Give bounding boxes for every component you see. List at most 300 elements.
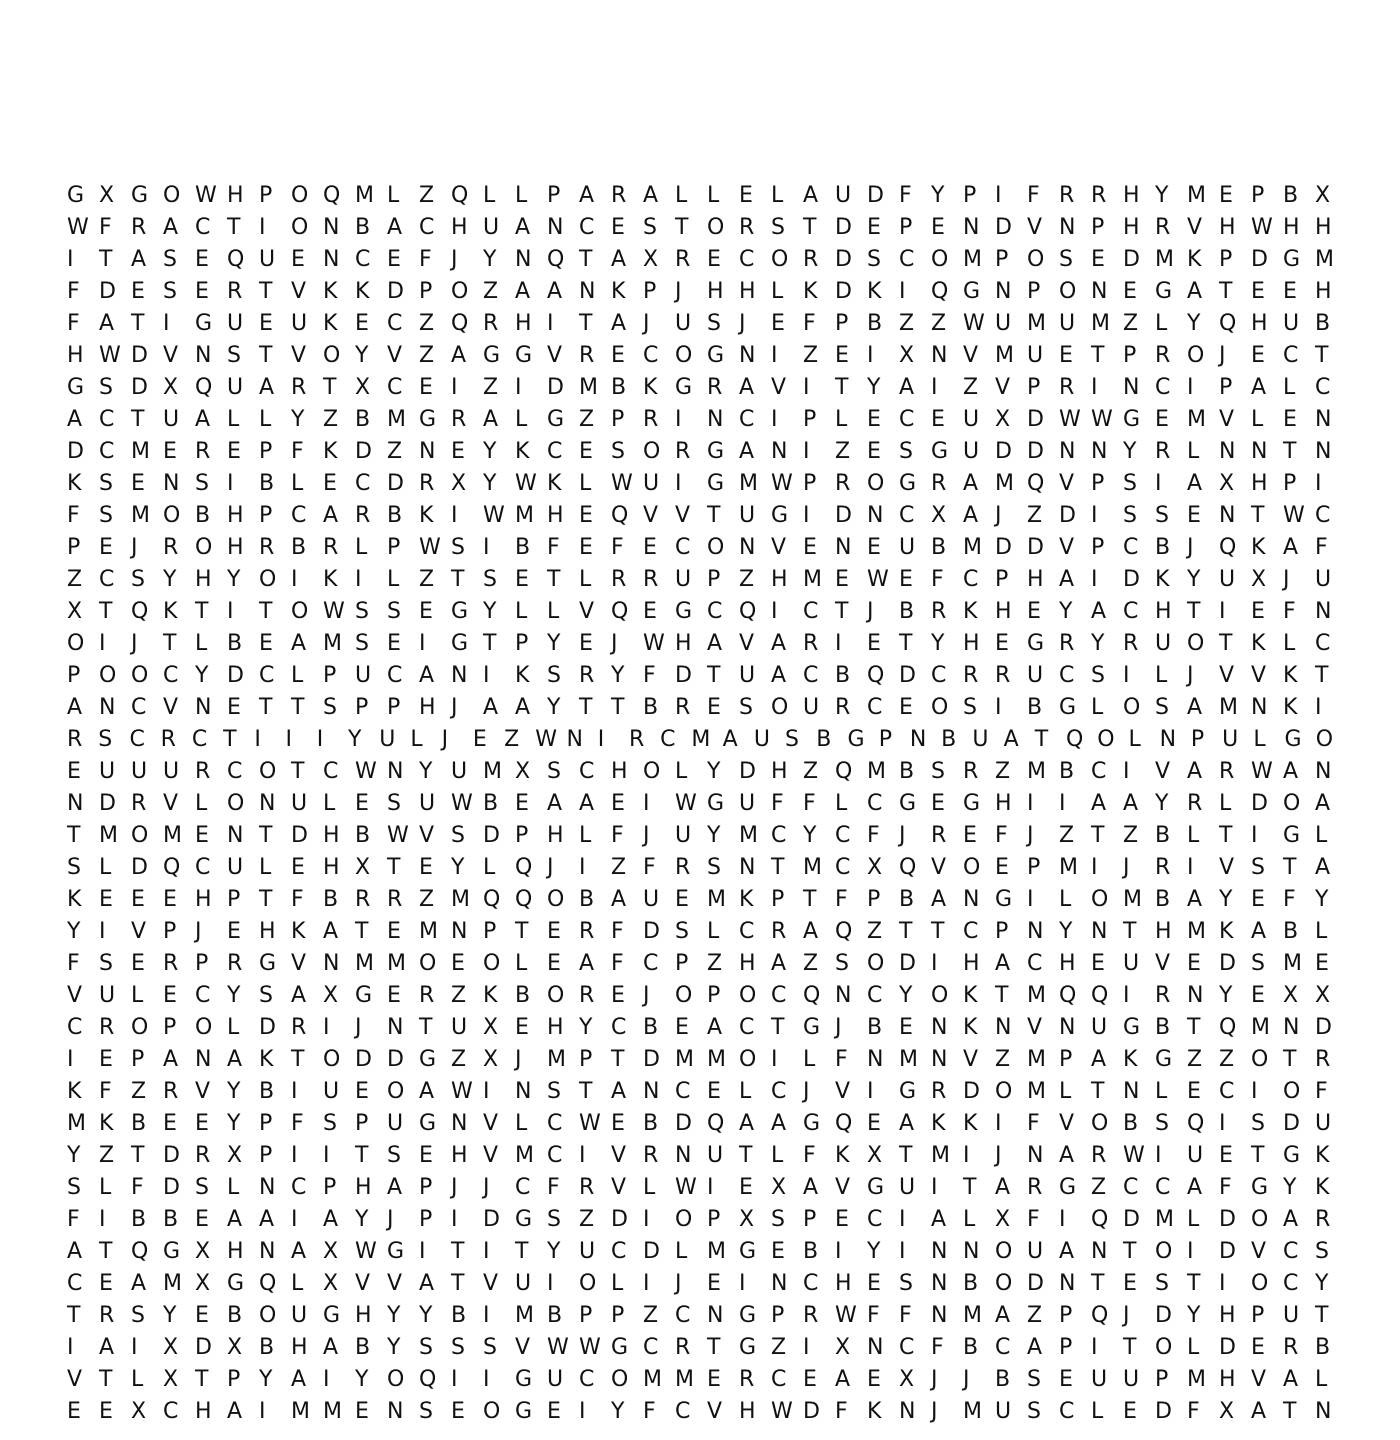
grid-letter: N	[739, 343, 756, 368]
grid-letter: E	[579, 535, 593, 560]
grid-letter: I	[483, 1239, 490, 1264]
grid-letter: E	[99, 1399, 113, 1424]
grid-letter: U	[1222, 727, 1239, 752]
grid-letter: Y	[227, 983, 241, 1008]
grid-letter: S	[1123, 471, 1137, 496]
grid-letter: L	[675, 759, 688, 784]
grid-letter: C	[771, 823, 787, 848]
grid-letter: A	[835, 1367, 851, 1392]
grid-letter: U	[675, 311, 692, 336]
grid-letter: S	[675, 919, 689, 944]
grid-letter: C	[899, 503, 915, 528]
grid-letter: R	[931, 471, 947, 496]
grid-letter: U	[899, 535, 916, 560]
grid-letter: O	[1155, 1335, 1173, 1360]
grid-letter: E	[195, 1303, 209, 1328]
grid-letter: U	[707, 1143, 724, 1168]
grid-letter: Y	[291, 407, 305, 432]
grid-letter: S	[1251, 951, 1265, 976]
grid-letter: C	[387, 375, 403, 400]
grid-letter: C	[387, 663, 403, 688]
grid-letter: Z	[835, 439, 851, 464]
grid-letter: I	[1315, 471, 1322, 496]
grid-letter: V	[163, 343, 179, 368]
grid-letter: X	[355, 855, 371, 880]
grid-letter: L	[259, 855, 272, 880]
grid-letter: R	[99, 1015, 115, 1040]
grid-letter: U	[1027, 343, 1044, 368]
grid-letter: F	[547, 535, 560, 560]
grid-letter: H	[195, 1399, 212, 1424]
grid-letter: R	[835, 471, 851, 496]
grid-letter: C	[1315, 631, 1331, 656]
grid-letter: K	[835, 1143, 850, 1168]
grid-letter: L	[771, 279, 784, 304]
grid-letter: J	[451, 695, 458, 720]
grid-letter: G	[1283, 1143, 1301, 1168]
grid-letter: C	[1091, 759, 1107, 784]
grid-letter: P	[323, 1175, 337, 1200]
grid-letter: L	[771, 1143, 784, 1168]
grid-letter: N	[1283, 1015, 1300, 1040]
grid-letter: D	[291, 823, 308, 848]
grid-letter: I	[323, 1367, 330, 1392]
grid-letter: N	[387, 759, 404, 784]
grid-letter: X	[995, 1207, 1011, 1232]
grid-letter: Y	[163, 567, 177, 592]
grid-letter: D	[995, 535, 1012, 560]
grid-letter: F	[419, 247, 432, 272]
grid-letter: B	[835, 663, 851, 688]
grid-letter: A	[995, 1303, 1011, 1328]
grid-letter: V	[1251, 1239, 1267, 1264]
grid-letter: U	[835, 183, 852, 208]
grid-letter: I	[291, 1143, 298, 1168]
grid-letter: F	[931, 1335, 944, 1360]
grid-letter: H	[227, 1239, 244, 1264]
grid-letter: O	[547, 887, 565, 912]
grid-letter: R	[1155, 855, 1171, 880]
grid-letter: U	[1091, 1367, 1108, 1392]
grid-letter: E	[707, 1079, 721, 1104]
grid-letter: N	[227, 823, 244, 848]
grid-letter: D	[99, 279, 116, 304]
grid-letter: D	[643, 1239, 660, 1264]
grid-letter: Z	[131, 1079, 147, 1104]
grid-letter: J	[803, 1079, 810, 1104]
grid-letter: J	[931, 1399, 938, 1424]
grid-letter: Y	[355, 1207, 369, 1232]
grid-letter: S	[259, 983, 273, 1008]
grid-letter: I	[419, 631, 426, 656]
grid-letter: X	[515, 759, 531, 784]
grid-letter: I	[867, 1079, 874, 1104]
grid-letter: K	[323, 439, 338, 464]
grid-letter: Y	[1315, 1271, 1329, 1296]
grid-letter: K	[1219, 919, 1234, 944]
grid-letter: U	[291, 1303, 308, 1328]
grid-letter: O	[419, 951, 437, 976]
grid-letter: N	[67, 791, 84, 816]
grid-letter: R	[579, 343, 595, 368]
grid-letter: S	[323, 1111, 337, 1136]
grid-letter: Y	[227, 567, 241, 592]
grid-letter: D	[387, 279, 404, 304]
grid-letter: O	[1251, 1271, 1269, 1296]
grid-letter: U	[227, 311, 244, 336]
grid-letter: E	[419, 599, 433, 624]
grid-letter: X	[227, 1143, 243, 1168]
grid-letter: T	[1123, 1239, 1137, 1264]
grid-letter: H	[1219, 1303, 1236, 1328]
grid-letter: I	[483, 535, 490, 560]
grid-letter: I	[515, 375, 522, 400]
grid-letter: K	[291, 919, 306, 944]
grid-letter: E	[867, 631, 881, 656]
grid-letter: P	[227, 1367, 241, 1392]
grid-letter: O	[995, 1239, 1013, 1264]
grid-letter: Z	[99, 1143, 115, 1168]
grid-letter: E	[867, 1271, 881, 1296]
grid-letter: U	[163, 407, 180, 432]
grid-letter: B	[291, 535, 307, 560]
grid-letter: E	[1091, 951, 1105, 976]
grid-letter: T	[803, 887, 817, 912]
grid-letter: I	[99, 631, 106, 656]
grid-letter: U	[1155, 631, 1172, 656]
grid-letter: X	[323, 1271, 339, 1296]
grid-letter: L	[323, 791, 336, 816]
grid-letter: B	[643, 1015, 659, 1040]
grid-letter: U	[227, 375, 244, 400]
grid-letter: D	[483, 1207, 500, 1232]
grid-letter: M	[131, 439, 150, 464]
grid-row	[67, 1044, 1347, 1076]
grid-letter: I	[323, 1143, 330, 1168]
grid-letter: J	[1283, 567, 1290, 592]
grid-letter: E	[1251, 983, 1265, 1008]
grid-letter: D	[739, 759, 756, 784]
grid-letter: A	[995, 951, 1011, 976]
grid-letter: C	[899, 247, 915, 272]
grid-letter: A	[722, 727, 738, 752]
grid-letter: Y	[931, 183, 945, 208]
grid-letter: O	[1097, 727, 1115, 752]
grid-letter: E	[387, 247, 401, 272]
grid-letter: Y	[355, 1367, 369, 1392]
grid-letter: P	[259, 183, 273, 208]
grid-letter: D	[1059, 503, 1076, 528]
grid-letter: I	[771, 599, 778, 624]
grid-letter: S	[707, 311, 721, 336]
grid-letter: C	[1059, 663, 1075, 688]
grid-letter: L	[387, 183, 400, 208]
grid-letter: I	[285, 727, 293, 752]
grid-letter: N	[1251, 695, 1268, 720]
grid-letter: K	[1251, 535, 1266, 560]
grid-letter: G	[963, 791, 981, 816]
grid-letter: U	[1283, 311, 1300, 336]
grid-letter: C	[131, 695, 147, 720]
grid-letter: G	[899, 791, 917, 816]
grid-letter: P	[387, 535, 401, 560]
grid-letter: Z	[579, 407, 595, 432]
grid-letter: H	[963, 631, 980, 656]
grid-letter: G	[131, 183, 149, 208]
grid-letter: I	[1219, 1111, 1226, 1136]
grid-letter: G	[1283, 247, 1301, 272]
grid-letter: A	[419, 663, 435, 688]
grid-letter: Z	[504, 727, 520, 752]
grid-letter: O	[195, 1015, 213, 1040]
grid-letter: F	[867, 823, 880, 848]
grid-letter: N	[707, 407, 724, 432]
grid-letter: Z	[995, 1047, 1011, 1072]
grid-letter: I	[803, 439, 810, 464]
grid-letter: P	[323, 663, 337, 688]
grid-letter: I	[643, 1271, 650, 1296]
grid-letter: M	[1187, 919, 1206, 944]
grid-letter: E	[1315, 951, 1329, 976]
grid-letter: P	[1027, 279, 1041, 304]
grid-letter: L	[643, 1175, 656, 1200]
grid-letter: Q	[611, 503, 629, 528]
grid-letter: A	[1315, 855, 1331, 880]
grid-letter: Y	[1091, 631, 1105, 656]
grid-letter: V	[131, 919, 147, 944]
grid-letter: Z	[643, 1303, 659, 1328]
grid-letter: A	[419, 1079, 435, 1104]
grid-letter: B	[1059, 759, 1075, 784]
grid-letter: N	[451, 919, 468, 944]
grid-letter: Q	[323, 183, 341, 208]
grid-letter: E	[355, 791, 369, 816]
grid-letter: U	[1123, 1367, 1140, 1392]
grid-letter: X	[1219, 1399, 1235, 1424]
grid-letter: S	[963, 695, 977, 720]
grid-letter: H	[291, 1335, 308, 1360]
grid-letter: E	[387, 631, 401, 656]
grid-letter: E	[163, 887, 177, 912]
grid-letter: X	[867, 855, 883, 880]
grid-letter: A	[419, 1271, 435, 1296]
grid-letter: L	[1187, 1207, 1200, 1232]
grid-letter: J	[1219, 343, 1226, 368]
grid-letter: A	[771, 951, 787, 976]
grid-letter: G	[1251, 1175, 1269, 1200]
grid-letter: N	[195, 343, 212, 368]
grid-letter: M	[163, 1271, 182, 1296]
grid-letter: Y	[611, 663, 625, 688]
grid-letter: X	[739, 1207, 755, 1232]
grid-letter: F	[99, 1079, 112, 1104]
grid-letter: X	[67, 599, 83, 624]
grid-letter: O	[675, 983, 693, 1008]
grid-letter: E	[387, 919, 401, 944]
grid-letter: S	[451, 823, 465, 848]
grid-letter: R	[1187, 791, 1203, 816]
grid-letter: C	[963, 567, 979, 592]
grid-letter: J	[675, 1271, 682, 1296]
grid-letter: Y	[867, 375, 881, 400]
grid-letter: Z	[1091, 1175, 1107, 1200]
grid-letter: N	[931, 1303, 948, 1328]
grid-letter: R	[1027, 1175, 1043, 1200]
grid-letter: W	[419, 535, 441, 560]
grid-letter: D	[1123, 567, 1140, 592]
grid-letter: T	[1283, 1399, 1297, 1424]
grid-letter: E	[163, 439, 177, 464]
grid-letter: A	[611, 1079, 627, 1104]
grid-letter: V	[995, 375, 1011, 400]
grid-letter: D	[1219, 1239, 1236, 1264]
grid-letter: U	[291, 311, 308, 336]
grid-letter: U	[131, 759, 148, 784]
grid-letter: R	[483, 311, 499, 336]
grid-letter: W	[323, 599, 345, 624]
grid-letter: Q	[931, 279, 949, 304]
grid-letter: M	[643, 1367, 662, 1392]
grid-letter: F	[67, 1207, 80, 1232]
grid-letter: A	[291, 1367, 307, 1392]
grid-letter: E	[451, 439, 465, 464]
grid-letter: C	[739, 919, 755, 944]
grid-letter: L	[611, 1271, 624, 1296]
grid-letter: F	[67, 951, 80, 976]
grid-letter: F	[67, 311, 80, 336]
grid-letter: M	[1123, 887, 1142, 912]
grid-letter: I	[1091, 567, 1098, 592]
grid-letter: M	[707, 1239, 726, 1264]
grid-letter: O	[483, 1399, 501, 1424]
grid-letter: T	[259, 279, 273, 304]
grid-letter: O	[579, 1271, 597, 1296]
grid-letter: N	[99, 695, 116, 720]
grid-letter: X	[1315, 983, 1331, 1008]
grid-letter: P	[899, 215, 913, 240]
grid-letter: J	[441, 727, 449, 752]
grid-letter: E	[579, 503, 593, 528]
grid-letter: R	[163, 1079, 179, 1104]
grid-letter: T	[1123, 1335, 1137, 1360]
grid-letter: O	[675, 1207, 693, 1232]
grid-letter: T	[1315, 343, 1329, 368]
grid-letter: I	[931, 1175, 938, 1200]
grid-letter: S	[547, 1079, 561, 1104]
grid-letter: A	[707, 631, 723, 656]
grid-letter: R	[803, 631, 819, 656]
grid-letter: G	[515, 343, 533, 368]
grid-letter: P	[579, 1047, 593, 1072]
grid-letter: H	[739, 951, 756, 976]
grid-letter: B	[547, 1303, 563, 1328]
grid-letter: Z	[451, 1047, 467, 1072]
grid-letter: G	[355, 983, 373, 1008]
grid-letter: G	[515, 1207, 533, 1232]
grid-letter: M	[451, 887, 470, 912]
grid-letter: O	[707, 215, 725, 240]
grid-letter: S	[899, 1271, 913, 1296]
grid-letter: E	[579, 439, 593, 464]
grid-letter: C	[675, 1079, 691, 1104]
grid-letter: I	[1091, 503, 1098, 528]
grid-letter: C	[1283, 1271, 1299, 1296]
grid-letter: Z	[67, 567, 83, 592]
grid-letter: G	[675, 599, 693, 624]
grid-letter: U	[99, 759, 116, 784]
grid-letter: V	[611, 1175, 627, 1200]
grid-letter: M	[995, 471, 1014, 496]
grid-letter: M	[707, 887, 726, 912]
grid-letter: R	[1155, 215, 1171, 240]
grid-letter: G	[515, 1399, 533, 1424]
grid-letter: R	[579, 663, 595, 688]
grid-letter: C	[547, 1143, 563, 1168]
grid-letter: M	[387, 951, 406, 976]
grid-letter: B	[1155, 1015, 1171, 1040]
grid-letter: T	[323, 375, 337, 400]
grid-letter: M	[355, 183, 374, 208]
grid-letter: M	[67, 1111, 86, 1136]
grid-letter: E	[1123, 1399, 1137, 1424]
grid-letter: N	[771, 439, 788, 464]
grid-letter: H	[1219, 215, 1236, 240]
grid-letter: P	[259, 439, 273, 464]
grid-letter: Q	[1091, 1303, 1109, 1328]
grid-letter: C	[867, 983, 883, 1008]
grid-letter: M	[963, 1303, 982, 1328]
grid-letter: M	[803, 567, 822, 592]
grid-letter: B	[131, 1207, 147, 1232]
grid-letter: L	[227, 1015, 240, 1040]
grid-letter: F	[931, 567, 944, 592]
grid-letter: M	[963, 1399, 982, 1424]
grid-letter: F	[835, 1047, 848, 1072]
grid-letter: Z	[1123, 823, 1139, 848]
grid-letter: I	[899, 279, 906, 304]
grid-letter: T	[1091, 823, 1105, 848]
grid-letter: E	[1027, 599, 1041, 624]
grid-letter: C	[643, 951, 659, 976]
grid-letter: V	[1219, 407, 1235, 432]
grid-letter: E	[611, 343, 625, 368]
grid-letter: U	[259, 247, 276, 272]
grid-letter: B	[355, 215, 371, 240]
grid-letter: O	[867, 951, 885, 976]
grid-letter: C	[675, 535, 691, 560]
grid-letter: K	[963, 983, 978, 1008]
grid-letter: D	[227, 663, 244, 688]
grid-letter: C	[771, 983, 787, 1008]
grid-letter: I	[483, 1079, 490, 1104]
grid-letter: P	[1091, 535, 1105, 560]
grid-letter: C	[547, 439, 563, 464]
grid-letter: F	[899, 183, 912, 208]
grid-letter: B	[195, 503, 211, 528]
grid-letter: E	[355, 1079, 369, 1104]
grid-letter: M	[579, 375, 598, 400]
grid-letter: T	[515, 919, 529, 944]
grid-letter: D	[835, 215, 852, 240]
grid-letter: I	[1091, 855, 1098, 880]
grid-letter: L	[355, 535, 368, 560]
grid-letter: U	[963, 439, 980, 464]
grid-letter: H	[67, 343, 84, 368]
grid-letter: O	[1251, 1047, 1269, 1072]
grid-letter: T	[611, 695, 625, 720]
grid-letter: R	[739, 215, 755, 240]
grid-letter: G	[67, 183, 85, 208]
